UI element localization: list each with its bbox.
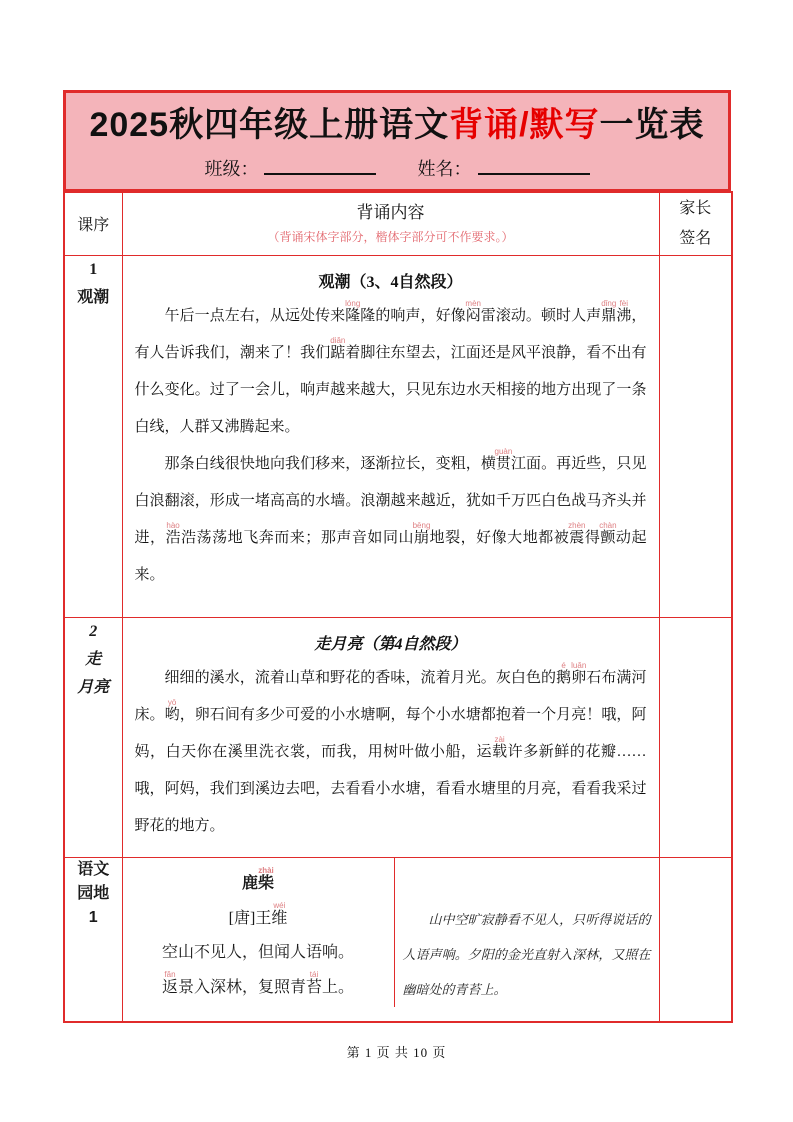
poem-split bbox=[123, 858, 659, 1007]
text-run: 细细的溪水，流着山草和野花的香味，流着月光。灰白色的 bbox=[164, 669, 557, 686]
pinyin-annotated-char: 柴zhài bbox=[258, 865, 275, 892]
pinyin-annotation: zài bbox=[492, 734, 508, 744]
sheet bbox=[63, 90, 731, 1023]
class-blank-line bbox=[264, 159, 376, 175]
text-run: ，卵石间有多少可爱的小水塘啊，每个小水塘都抱着一个月亮！哦，阿妈，白天你在溪里洗衣裳，而我，用树叶做小船，运 bbox=[134, 706, 647, 760]
sign-label-line1: 家长 bbox=[679, 199, 712, 217]
pinyin-annotated-char: 颤chàn bbox=[599, 520, 617, 546]
pinyin-annotated-char: 踮diǎn bbox=[330, 335, 346, 361]
page-number: 第 1 页 共 10 页 bbox=[346, 1045, 447, 1060]
pinyin-annotated-char: 贯guàn bbox=[494, 446, 513, 472]
text-run: ，有人告诉我们，潮来了！我们 bbox=[134, 307, 647, 361]
title-suffix: 一览表 bbox=[599, 106, 705, 144]
text-run: 浩荡荡地飞奔而来；那声音如同山 bbox=[181, 529, 414, 546]
recitation-content-cell bbox=[122, 617, 659, 857]
pinyin-annotation: bēng bbox=[412, 520, 431, 530]
content-inner bbox=[123, 618, 659, 845]
table-header-row bbox=[64, 192, 732, 255]
text-run: 雷滚动。顿时人声 bbox=[480, 307, 602, 324]
class-name-fields bbox=[66, 155, 728, 181]
lesson-order-line: 2 bbox=[89, 622, 98, 640]
text-run: 隆的响声，好像 bbox=[360, 307, 466, 324]
title-prefix: 2025秋四年级上册语文 bbox=[89, 106, 450, 144]
text-run: 那条白线很快地向我们移来，逐渐拉长，变粗，横 bbox=[164, 455, 496, 472]
lesson-order-line: 月亮 bbox=[77, 678, 110, 696]
text-run: 午后一点左右，从远处传来 bbox=[164, 307, 346, 324]
poem-explanation: 山中空旷寂静看不见人，只听得说话的人语声响。夕阳的金光直射入深林，又照在幽暗处的青苔上。 bbox=[402, 911, 651, 997]
pinyin-annotation: diǎn bbox=[330, 335, 346, 345]
class-label: 班级： bbox=[204, 159, 259, 179]
name-label: 姓名： bbox=[417, 159, 472, 179]
table-row bbox=[64, 255, 732, 617]
pinyin-annotation: é bbox=[556, 660, 572, 670]
header-cell-order: 课序 bbox=[64, 192, 122, 255]
pinyin-annotated-char: 返fǎn bbox=[161, 969, 178, 996]
pinyin-annotated-char: 载zài bbox=[492, 734, 508, 760]
recitation-table bbox=[63, 191, 733, 1023]
pinyin-annotated-char: 隆lóng bbox=[345, 298, 361, 324]
sign-label-line2: 签名 bbox=[679, 229, 712, 247]
title-highlight: 背诵/默写 bbox=[449, 106, 600, 144]
pinyin-annotation: hào bbox=[165, 520, 181, 530]
passage-title: 走月亮（第4自然段） bbox=[314, 635, 467, 653]
content-inner bbox=[123, 256, 659, 594]
text-run: 石布满河床。 bbox=[134, 669, 647, 723]
lesson-order-cell bbox=[64, 857, 122, 1022]
lesson-order-line: 观潮 bbox=[77, 288, 110, 306]
pinyin-annotation: yō bbox=[164, 697, 180, 707]
passage-paragraph bbox=[135, 298, 647, 446]
pinyin-annotation: dǐng bbox=[601, 298, 617, 308]
poem-author bbox=[123, 901, 394, 936]
poem-line bbox=[123, 970, 394, 1005]
pinyin-annotation: wéi bbox=[271, 900, 288, 910]
poem-title bbox=[123, 866, 394, 901]
lesson-order-line: 园地 bbox=[77, 884, 110, 902]
poem-line bbox=[123, 936, 394, 970]
class-field bbox=[204, 159, 376, 179]
pinyin-annotation: lóng bbox=[345, 298, 361, 308]
name-blank-line bbox=[478, 159, 590, 175]
table-row bbox=[64, 857, 732, 1022]
pinyin-annotation: guàn bbox=[494, 446, 513, 456]
lesson-order-line: 1 bbox=[89, 260, 98, 278]
header-content-label: 背诵内容 bbox=[356, 202, 425, 222]
pinyin-annotated-char: 鼎dǐng bbox=[601, 298, 617, 324]
text-run: 动起来。 bbox=[134, 529, 647, 583]
text-run: 景入深林，复照青 bbox=[177, 978, 306, 996]
name-field bbox=[418, 159, 590, 179]
text-run: 江面。再近些，只见白浪翻滚，形成一堵高高的水墙。浪潮越来越近，犹如千万匹白色战马齐头并进， bbox=[134, 455, 647, 546]
pinyin-annotated-char: 哟yō bbox=[164, 697, 180, 723]
passage-paragraph bbox=[135, 660, 647, 845]
pinyin-annotation: luǎn bbox=[571, 660, 587, 670]
text-run: 许多新鲜的花瓣……哦，阿妈，我们到溪边去吧，去看看小水塘，看看水塘里的月亮，看看我采过野花的地方。 bbox=[134, 743, 647, 834]
pinyin-annotated-char: 苔tái bbox=[306, 969, 323, 996]
poem-column bbox=[123, 858, 395, 1007]
table-row bbox=[64, 617, 732, 857]
pinyin-annotation: chàn bbox=[599, 520, 617, 530]
lesson-order-line: 1 bbox=[88, 908, 98, 926]
parent-signature-cell bbox=[659, 617, 732, 857]
pinyin-annotated-char: 沸fèi bbox=[616, 298, 632, 324]
header-cell-content bbox=[122, 192, 659, 255]
pinyin-annotated-char: 鹅é bbox=[556, 660, 572, 686]
text-run: [唐]王 bbox=[228, 909, 272, 927]
text-run: 着脚往东望去，江面还是风平浪静，看不出有什么变化。过了一会儿，响声越来越大，只见东边水天相接的地方出现了一条白线，人群又沸腾起来。 bbox=[134, 344, 647, 435]
text-run: 地裂，好像大地都被 bbox=[429, 529, 570, 546]
lesson-order-cell bbox=[64, 255, 122, 617]
text-run: 空山不见人，但闻人语响。 bbox=[161, 943, 354, 961]
passage-paragraph bbox=[135, 446, 647, 594]
header-content-note: （背诵宋体字部分，楷体字部分可不作要求。） bbox=[267, 229, 514, 244]
pinyin-annotation: zhài bbox=[258, 865, 274, 875]
pinyin-annotation: fǎn bbox=[161, 969, 178, 979]
text-run: 得 bbox=[584, 529, 601, 546]
pinyin-annotated-char: 维wéi bbox=[271, 900, 288, 927]
pinyin-annotated-char: 浩hào bbox=[165, 520, 182, 546]
recitation-content-cell bbox=[122, 857, 659, 1022]
text-run: 鹿 bbox=[241, 874, 258, 892]
text-run: 上。 bbox=[322, 978, 355, 996]
page-title bbox=[66, 99, 728, 151]
pinyin-annotated-char: 闷mèn bbox=[465, 298, 481, 324]
lesson-order-line: 语文 bbox=[77, 860, 110, 878]
lesson-order-line: 走 bbox=[85, 650, 102, 668]
header-band bbox=[63, 90, 731, 192]
pinyin-annotation: mèn bbox=[465, 298, 481, 308]
pinyin-annotated-char: 崩bēng bbox=[412, 520, 431, 546]
pinyin-annotated-char: 卵luǎn bbox=[571, 660, 587, 686]
pinyin-annotation: fèi bbox=[616, 298, 632, 308]
recitation-content-cell bbox=[122, 255, 659, 617]
parent-signature-cell bbox=[659, 255, 732, 617]
pinyin-annotation: tái bbox=[306, 969, 323, 979]
rows-body bbox=[64, 192, 732, 1022]
pinyin-annotation: zhèn bbox=[568, 520, 586, 530]
passage-title: 观潮（3、4自然段） bbox=[318, 273, 463, 291]
lesson-order-cell bbox=[64, 617, 122, 857]
pinyin-annotated-char: 震zhèn bbox=[568, 520, 586, 546]
header-cell-sign bbox=[659, 192, 732, 255]
parent-signature-cell bbox=[659, 857, 732, 1022]
